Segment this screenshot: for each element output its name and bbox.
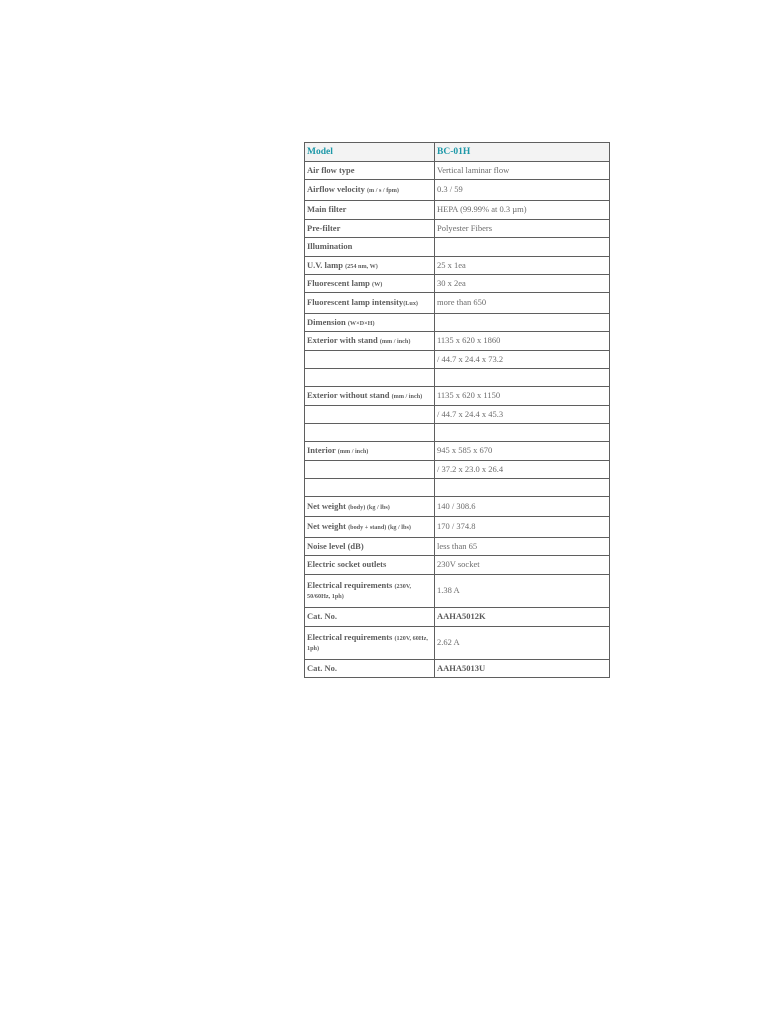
spec-label: Electric socket outlets <box>307 559 387 570</box>
spec-label: Cat. No. <box>307 611 337 622</box>
table-row <box>305 660 610 678</box>
spec-value: more than 650 <box>435 293 610 314</box>
table-row <box>305 369 610 387</box>
spec-value: Polyester Fibers <box>435 220 610 238</box>
spec-label: Dimension <box>307 316 348 327</box>
spec-value: less than 65 <box>435 538 610 556</box>
spec-label-cell <box>305 461 435 479</box>
table-row <box>305 461 610 479</box>
table-row <box>305 238 610 257</box>
spec-unit: (mm / inch) <box>379 338 411 346</box>
header-value: BC-01H <box>435 143 610 162</box>
table-row <box>305 220 610 238</box>
spec-label: Air flow type <box>307 164 355 175</box>
spec-unit: (body) (kg / lbs) <box>348 503 390 511</box>
spec-label-cell <box>305 442 435 461</box>
spec-value <box>435 314 610 332</box>
catalog-number: AAHA5012K <box>435 608 610 627</box>
spec-label-cell <box>305 627 435 660</box>
spec-unit: (body + stand) (kg / lbs) <box>348 524 411 532</box>
spec-label: Noise level (dB) <box>307 540 364 551</box>
table-row <box>305 627 610 660</box>
spec-label-cell <box>305 387 435 406</box>
table-row <box>305 293 610 314</box>
spec-value: 140 / 308.6 <box>435 497 610 517</box>
spec-unit: (W) <box>372 280 383 288</box>
spec-value: 230V socket <box>435 556 610 575</box>
spec-label: Illumination <box>307 241 353 252</box>
spec-label-cell <box>305 162 435 180</box>
table-row <box>305 406 610 424</box>
spec-label-cell <box>305 517 435 538</box>
spec-unit: (254 nm, W) <box>345 262 378 270</box>
spec-label-cell <box>305 424 435 442</box>
spec-label: Interior <box>307 445 338 456</box>
spec-value: / 44.7 x 24.4 x 45.3 <box>435 406 610 424</box>
header-row <box>305 143 610 162</box>
spec-unit: (Lux) <box>403 300 418 308</box>
spec-label: Main filter <box>307 204 347 215</box>
table-row <box>305 387 610 406</box>
spec-unit: (mm / inch) <box>391 393 423 401</box>
table-row <box>305 257 610 275</box>
spec-label-cell <box>305 406 435 424</box>
spec-unit: (m / s / fpm) <box>366 187 399 195</box>
spec-value: / 37.2 x 23.0 x 26.4 <box>435 461 610 479</box>
spec-value: 1.38 A <box>435 575 610 608</box>
spec-value: 2.62 A <box>435 627 610 660</box>
spec-value <box>435 479 610 497</box>
spec-label: Electrical requirements <box>307 632 395 643</box>
spec-value: 25 x 1ea <box>435 257 610 275</box>
table-row <box>305 517 610 538</box>
spec-label: Pre-filter <box>307 222 341 233</box>
spec-label-cell <box>305 257 435 275</box>
spec-unit: (W×D×H) <box>347 319 375 327</box>
spec-value: 1135 x 620 x 1150 <box>435 387 610 406</box>
spec-table <box>304 142 610 678</box>
spec-label-cell <box>305 497 435 517</box>
table-row <box>305 479 610 497</box>
spec-value: 1135 x 620 x 1860 <box>435 332 610 351</box>
table-row <box>305 442 610 461</box>
spec-label-cell <box>305 479 435 497</box>
table-row <box>305 351 610 369</box>
spec-label: Airflow velocity <box>307 184 367 195</box>
spec-unit: (mm / inch) <box>337 448 369 456</box>
table-row <box>305 556 610 575</box>
table-row <box>305 575 610 608</box>
catalog-number: AAHA5013U <box>435 660 610 678</box>
spec-value: / 44.7 x 24.4 x 73.2 <box>435 351 610 369</box>
spec-value: Vertical laminar flow <box>435 162 610 180</box>
spec-label-cell <box>305 293 435 314</box>
header-label: Model <box>305 143 435 162</box>
table-row <box>305 424 610 442</box>
spec-label-cell <box>305 556 435 575</box>
spec-label-cell <box>305 275 435 293</box>
spec-label-cell <box>305 180 435 201</box>
spec-label: Fluorescent lamp <box>307 277 373 288</box>
spec-value: 30 x 2ea <box>435 275 610 293</box>
spec-unit: (230V, 50/60Hz, 1ph) <box>307 583 412 600</box>
spec-label-cell <box>305 238 435 257</box>
spec-label-cell <box>305 220 435 238</box>
spec-label: Net weight <box>307 500 349 511</box>
spec-label-cell <box>305 314 435 332</box>
table-row <box>305 162 610 180</box>
spec-label-cell <box>305 332 435 351</box>
table-row <box>305 201 610 220</box>
table-row <box>305 608 610 627</box>
table-row <box>305 538 610 556</box>
spec-label-cell <box>305 538 435 556</box>
spec-label: Net weight <box>307 521 349 532</box>
spec-value: 945 x 585 x 670 <box>435 442 610 461</box>
table-row <box>305 275 610 293</box>
spec-label: Exterior without stand <box>307 390 392 401</box>
spec-label: Electrical requirements <box>307 580 395 591</box>
table-row <box>305 497 610 517</box>
spec-value: 170 / 374.8 <box>435 517 610 538</box>
spec-label: U.V. lamp <box>307 259 346 270</box>
table-row <box>305 180 610 201</box>
spec-value: 0.3 / 59 <box>435 180 610 201</box>
spec-value <box>435 424 610 442</box>
spec-value: HEPA (99.99% at 0.3 µm) <box>435 201 610 220</box>
spec-label: Fluorescent lamp intensity <box>307 297 404 308</box>
spec-label-cell <box>305 369 435 387</box>
spec-label: Cat. No. <box>307 662 337 673</box>
table-row <box>305 314 610 332</box>
spec-label-cell <box>305 660 435 678</box>
spec-label-cell <box>305 608 435 627</box>
spec-label-cell <box>305 351 435 369</box>
spec-label-cell <box>305 201 435 220</box>
spec-label-cell <box>305 575 435 608</box>
spec-value <box>435 369 610 387</box>
spec-label: Exterior with stand <box>307 335 380 346</box>
spec-table-body <box>305 143 610 678</box>
spec-value <box>435 238 610 257</box>
table-row <box>305 332 610 351</box>
spec-unit: (120V, 60Hz, 1ph) <box>307 635 428 652</box>
